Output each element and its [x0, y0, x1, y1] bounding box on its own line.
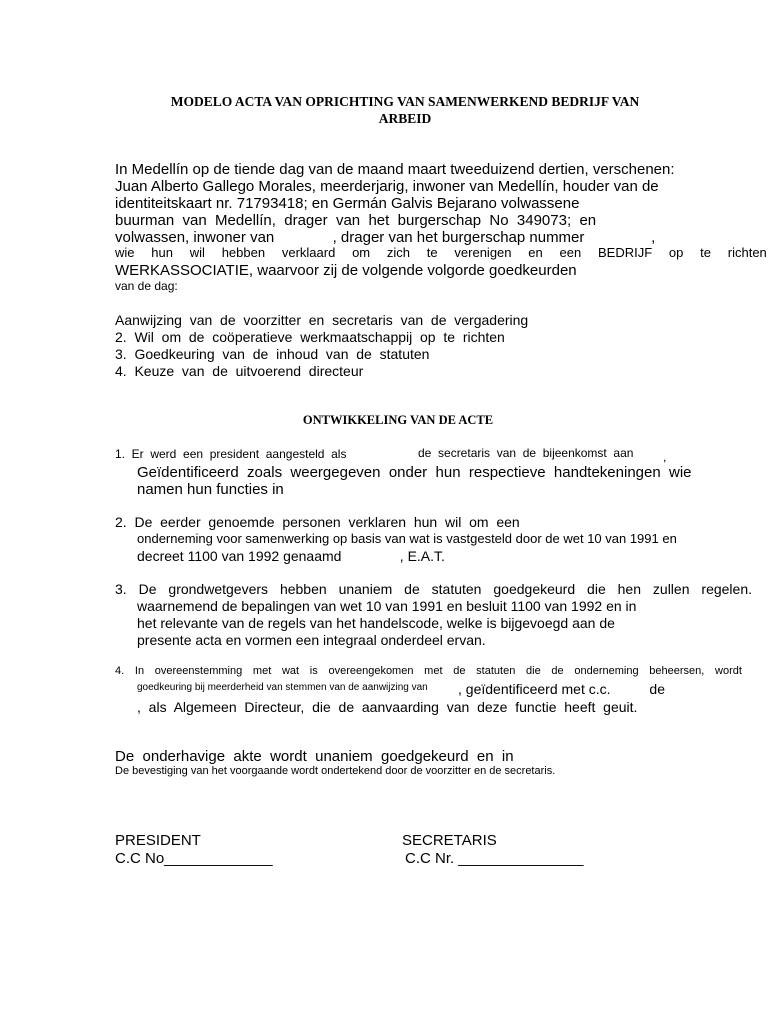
secretary-label: SECRETARIS [402, 832, 497, 849]
p1-line-3: namen hun functies in [137, 481, 284, 498]
intro-line-2: Juan Alberto Gallego Morales, meerderjarig, inwoner van Medellín, houder van de [115, 178, 659, 195]
president-cc-line: C.C No_____________ [115, 850, 273, 867]
p3-line-3: het relevante van de regels van het handelscode, welke is bijgevoegd aan de [137, 615, 615, 631]
agenda-item-3: 3. Goedkeuring van de inhoud van de statuten [115, 346, 430, 362]
word: de [404, 581, 420, 597]
intro-line-1: In Medellín op de tiende dag van de maand maart tweeduizend dertien, verschenen: [115, 161, 675, 178]
word: de [551, 665, 564, 677]
word: hebben [279, 581, 327, 597]
p4-line-3: , als Algemeen Directeur, die de aanvaarding van deze functie heeft geuit. [137, 699, 638, 715]
p1-line-2: Geïdentificeerd zoals weergegeven onder hun respectieve handtekeningen wie [137, 464, 692, 481]
word: wat [281, 665, 300, 677]
word: zullen [652, 581, 690, 597]
word: met [252, 665, 272, 677]
p4-line-1 [115, 666, 742, 677]
intro-line-5: volwassen, inwoner van , drager van het burgerschap nummer , [115, 229, 656, 246]
word: die [526, 665, 541, 677]
word: grondwetgevers [168, 581, 269, 597]
p1-part-a: 1. Er werd een president aangesteld als [115, 447, 347, 461]
word: zich [386, 245, 411, 260]
word: beheersen, [649, 665, 705, 677]
word: met [424, 665, 443, 677]
president-label: PRESIDENT [115, 832, 201, 849]
word: wordt [715, 665, 742, 677]
word: 3. [115, 581, 127, 597]
word: 4. [115, 665, 125, 677]
secretary-cc-line: C.C Nr. _______________ [405, 850, 584, 867]
word: om [352, 245, 371, 260]
word: hebben [221, 245, 266, 260]
word: verenigen [454, 245, 512, 260]
word: wie [115, 245, 135, 260]
p2-line-3: decreet 1100 van 1992 genaamd , E.A.T. [137, 548, 445, 564]
closing-line-2: De bevestiging van het voorgaande wordt ondertekend door de voorzitter en de secretaris. [115, 765, 556, 777]
intro-line-4: buurman van Medellín, drager van het burgerschap No 349073; en [115, 212, 597, 229]
word: De [138, 581, 157, 597]
p3-line-4: presente acta en vormen een integraal onderdeel ervan. [137, 632, 486, 648]
word: In [134, 665, 145, 677]
word: wil [189, 245, 205, 260]
intro-line-7: WERKASSOCIATIE, waarvoor zij de volgende volgorde goedkeurden [115, 262, 577, 279]
p2-line-1: 2. De eerder genoemde personen verklaren hun wil om een [115, 514, 520, 530]
agenda-item-1: Aanwijzing van de voorzitter en secretaris van de vergadering [115, 312, 529, 328]
word: overeenstemming [154, 665, 243, 677]
document-title-line2: ARBEID [378, 111, 432, 126]
word: hen [617, 581, 641, 597]
word: onderneming [574, 665, 639, 677]
word: te [700, 245, 711, 260]
word: te [426, 245, 438, 260]
word: statuten [476, 665, 516, 677]
word: verklaard [281, 245, 336, 260]
section-heading: ONTWIKKELING VAN DE ACTE [302, 413, 494, 427]
word: is [309, 665, 318, 677]
word: goedgekeurd [493, 581, 576, 597]
word: de [453, 665, 466, 677]
p3-line-1 [115, 582, 752, 596]
word: statuten [431, 581, 482, 597]
word: die [587, 581, 606, 597]
word: BEDRIJF [597, 245, 653, 260]
p4-identified: , geïdentificeerd met c.c. de [458, 681, 665, 697]
word: regelen. [701, 581, 752, 597]
intro-line-6 [115, 246, 767, 259]
closing-line-1: De onderhavige akte wordt unaniem goedgekeurd en in [115, 748, 514, 765]
p4-small-text: goedkeuring bij meerderheid van stemmen van de aanwijzing van [137, 682, 428, 693]
p1-comma: , [663, 450, 667, 464]
agenda-item-4: 4. Keuze van de uitvoerend directeur [115, 363, 364, 379]
word: en [528, 245, 543, 260]
word: unaniem [338, 581, 393, 597]
intro-line-3: identiteitskaart nr. 71793418; en Germán Galvis Bejarano volwassene [115, 195, 580, 212]
word: op [668, 245, 684, 260]
word: overeengekomen [328, 665, 414, 677]
document-title-line1: MODELO ACTA VAN OPRICHTING VAN SAMENWERKEND BEDRIJF VAN [170, 94, 640, 109]
word: hun [151, 245, 173, 260]
intro-line-8: van de dag: [115, 279, 178, 293]
word: een [559, 245, 582, 260]
word: richten [727, 245, 767, 260]
p1-part-b: de secretaris van de bijeenkomst aan [418, 446, 634, 460]
p2-line-2: onderneming voor samenwerking op basis van wat is vastgesteld door de wet 10 van 1991 en [137, 531, 677, 546]
p3-line-2: waarnemend de bepalingen van wet 10 van 1991 en besluit 1100 van 1992 en in [137, 598, 637, 614]
agenda-item-2: 2. Wil om de coöperatieve werkmaatschappij op te richten [115, 329, 505, 345]
